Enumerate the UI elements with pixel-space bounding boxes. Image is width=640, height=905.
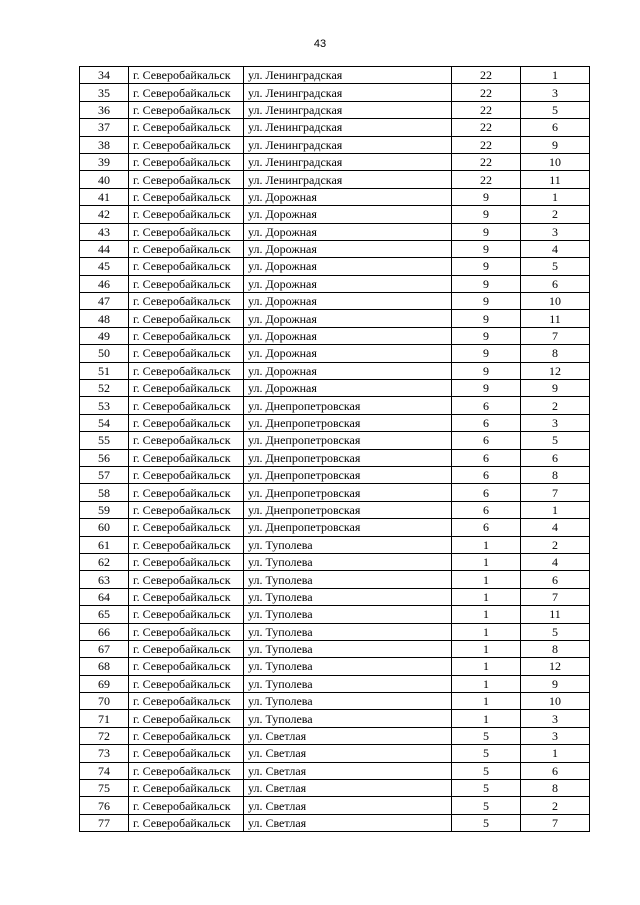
apartment-number-cell: 6 (521, 762, 590, 779)
apartment-number-cell: 3 (521, 223, 590, 240)
street-cell: ул. Туполева (244, 693, 452, 710)
house-number-cell: 5 (452, 745, 521, 762)
apartment-number-cell: 7 (521, 484, 590, 501)
table-row (80, 171, 590, 188)
city-cell: г. Северобайкальск (129, 606, 244, 623)
table-row (80, 362, 590, 379)
row-number-cell: 70 (80, 693, 129, 710)
street-cell: ул. Ленинградская (244, 119, 452, 136)
apartment-number-cell: 6 (521, 119, 590, 136)
apartment-number-cell: 2 (521, 536, 590, 553)
street-cell: ул. Туполева (244, 710, 452, 727)
street-cell: ул. Днепропетровская (244, 501, 452, 518)
street-cell: ул. Дорожная (244, 206, 452, 223)
row-number-cell: 53 (80, 397, 129, 414)
street-cell: ул. Днепропетровская (244, 484, 452, 501)
row-number-cell: 75 (80, 780, 129, 797)
apartment-number-cell: 9 (521, 380, 590, 397)
apartment-number-cell: 12 (521, 658, 590, 675)
street-cell: ул. Дорожная (244, 293, 452, 310)
house-number-cell: 22 (452, 101, 521, 118)
row-number-cell: 44 (80, 240, 129, 257)
address-table (79, 66, 590, 832)
row-number-cell: 77 (80, 814, 129, 831)
city-cell: г. Северобайкальск (129, 710, 244, 727)
row-number-cell: 47 (80, 293, 129, 310)
city-cell: г. Северобайкальск (129, 571, 244, 588)
apartment-number-cell: 3 (521, 84, 590, 101)
apartment-number-cell: 7 (521, 814, 590, 831)
street-cell: ул. Днепропетровская (244, 519, 452, 536)
house-number-cell: 5 (452, 814, 521, 831)
row-number-cell: 61 (80, 536, 129, 553)
city-cell: г. Северобайкальск (129, 519, 244, 536)
row-number-cell: 66 (80, 623, 129, 640)
apartment-number-cell: 5 (521, 258, 590, 275)
table-row (80, 727, 590, 744)
house-number-cell: 6 (452, 449, 521, 466)
city-cell: г. Северобайкальск (129, 101, 244, 118)
street-cell: ул. Ленинградская (244, 136, 452, 153)
apartment-number-cell: 1 (521, 745, 590, 762)
row-number-cell: 38 (80, 136, 129, 153)
row-number-cell: 46 (80, 275, 129, 292)
street-cell: ул. Ленинградская (244, 84, 452, 101)
table-row (80, 136, 590, 153)
house-number-cell: 22 (452, 119, 521, 136)
apartment-number-cell: 3 (521, 727, 590, 744)
street-cell: ул. Туполева (244, 553, 452, 570)
street-cell: ул. Днепропетровская (244, 414, 452, 431)
house-number-cell: 22 (452, 171, 521, 188)
house-number-cell: 9 (452, 327, 521, 344)
row-number-cell: 55 (80, 432, 129, 449)
apartment-number-cell: 8 (521, 345, 590, 362)
city-cell: г. Северобайкальск (129, 188, 244, 205)
apartment-number-cell: 4 (521, 553, 590, 570)
row-number-cell: 71 (80, 710, 129, 727)
apartment-number-cell: 9 (521, 136, 590, 153)
table-row (80, 814, 590, 831)
table-row (80, 153, 590, 170)
table-row (80, 310, 590, 327)
address-table-body (80, 67, 590, 832)
street-cell: ул. Туполева (244, 536, 452, 553)
street-cell: ул. Днепропетровская (244, 449, 452, 466)
city-cell: г. Северобайкальск (129, 745, 244, 762)
house-number-cell: 6 (452, 414, 521, 431)
house-number-cell: 22 (452, 67, 521, 84)
city-cell: г. Северобайкальск (129, 536, 244, 553)
house-number-cell: 5 (452, 780, 521, 797)
row-number-cell: 59 (80, 501, 129, 518)
city-cell: г. Северобайкальск (129, 171, 244, 188)
table-row (80, 275, 590, 292)
table-row (80, 327, 590, 344)
house-number-cell: 6 (452, 432, 521, 449)
house-number-cell: 1 (452, 693, 521, 710)
table-row (80, 223, 590, 240)
city-cell: г. Северобайкальск (129, 814, 244, 831)
apartment-number-cell: 2 (521, 797, 590, 814)
street-cell: ул. Дорожная (244, 380, 452, 397)
house-number-cell: 6 (452, 397, 521, 414)
street-cell: ул. Дорожная (244, 188, 452, 205)
house-number-cell: 1 (452, 640, 521, 657)
table-row (80, 466, 590, 483)
city-cell: г. Северобайкальск (129, 397, 244, 414)
row-number-cell: 63 (80, 571, 129, 588)
table-row (80, 484, 590, 501)
house-number-cell: 1 (452, 588, 521, 605)
row-number-cell: 57 (80, 466, 129, 483)
street-cell: ул. Светлая (244, 780, 452, 797)
apartment-number-cell: 7 (521, 327, 590, 344)
apartment-number-cell: 12 (521, 362, 590, 379)
row-number-cell: 43 (80, 223, 129, 240)
street-cell: ул. Дорожная (244, 240, 452, 257)
apartment-number-cell: 4 (521, 519, 590, 536)
street-cell: ул. Туполева (244, 640, 452, 657)
table-row (80, 449, 590, 466)
table-row (80, 501, 590, 518)
city-cell: г. Северобайкальск (129, 310, 244, 327)
street-cell: ул. Светлая (244, 762, 452, 779)
street-cell: ул. Туполева (244, 606, 452, 623)
city-cell: г. Северобайкальск (129, 327, 244, 344)
row-number-cell: 40 (80, 171, 129, 188)
house-number-cell: 9 (452, 380, 521, 397)
table-row (80, 206, 590, 223)
street-cell: ул. Ленинградская (244, 101, 452, 118)
row-number-cell: 34 (80, 67, 129, 84)
table-row (80, 762, 590, 779)
house-number-cell: 22 (452, 136, 521, 153)
street-cell: ул. Днепропетровская (244, 397, 452, 414)
apartment-number-cell: 11 (521, 171, 590, 188)
house-number-cell: 22 (452, 84, 521, 101)
row-number-cell: 74 (80, 762, 129, 779)
row-number-cell: 56 (80, 449, 129, 466)
apartment-number-cell: 2 (521, 397, 590, 414)
city-cell: г. Северобайкальск (129, 153, 244, 170)
street-cell: ул. Дорожная (244, 327, 452, 344)
apartment-number-cell: 9 (521, 675, 590, 692)
city-cell: г. Северобайкальск (129, 119, 244, 136)
table-row (80, 571, 590, 588)
city-cell: г. Северобайкальск (129, 501, 244, 518)
apartment-number-cell: 6 (521, 449, 590, 466)
apartment-number-cell: 11 (521, 606, 590, 623)
house-number-cell: 1 (452, 571, 521, 588)
city-cell: г. Северобайкальск (129, 588, 244, 605)
house-number-cell: 6 (452, 466, 521, 483)
house-number-cell: 9 (452, 240, 521, 257)
house-number-cell: 1 (452, 675, 521, 692)
city-cell: г. Северобайкальск (129, 553, 244, 570)
street-cell: ул. Днепропетровская (244, 466, 452, 483)
house-number-cell: 9 (452, 293, 521, 310)
house-number-cell: 1 (452, 623, 521, 640)
row-number-cell: 67 (80, 640, 129, 657)
street-cell: ул. Светлая (244, 814, 452, 831)
apartment-number-cell: 1 (521, 501, 590, 518)
house-number-cell: 9 (452, 345, 521, 362)
street-cell: ул. Туполева (244, 658, 452, 675)
street-cell: ул. Туполева (244, 588, 452, 605)
city-cell: г. Северобайкальск (129, 675, 244, 692)
row-number-cell: 49 (80, 327, 129, 344)
house-number-cell: 9 (452, 206, 521, 223)
apartment-number-cell: 8 (521, 640, 590, 657)
row-number-cell: 69 (80, 675, 129, 692)
row-number-cell: 54 (80, 414, 129, 431)
house-number-cell: 22 (452, 153, 521, 170)
row-number-cell: 39 (80, 153, 129, 170)
table-row (80, 519, 590, 536)
city-cell: г. Северобайкальск (129, 466, 244, 483)
table-row (80, 588, 590, 605)
house-number-cell: 5 (452, 797, 521, 814)
city-cell: г. Северобайкальск (129, 658, 244, 675)
row-number-cell: 45 (80, 258, 129, 275)
table-row (80, 536, 590, 553)
city-cell: г. Северобайкальск (129, 275, 244, 292)
apartment-number-cell: 8 (521, 466, 590, 483)
house-number-cell: 1 (452, 710, 521, 727)
table-row (80, 101, 590, 118)
street-cell: ул. Светлая (244, 727, 452, 744)
apartment-number-cell: 10 (521, 293, 590, 310)
row-number-cell: 50 (80, 345, 129, 362)
house-number-cell: 9 (452, 223, 521, 240)
table-row (80, 345, 590, 362)
city-cell: г. Северобайкальск (129, 380, 244, 397)
city-cell: г. Северобайкальск (129, 206, 244, 223)
street-cell: ул. Туполева (244, 571, 452, 588)
house-number-cell: 9 (452, 188, 521, 205)
apartment-number-cell: 5 (521, 432, 590, 449)
table-row (80, 780, 590, 797)
apartment-number-cell: 5 (521, 101, 590, 118)
street-cell: ул. Светлая (244, 797, 452, 814)
city-cell: г. Северобайкальск (129, 432, 244, 449)
apartment-number-cell: 3 (521, 414, 590, 431)
city-cell: г. Северобайкальск (129, 345, 244, 362)
city-cell: г. Северобайкальск (129, 258, 244, 275)
table-row (80, 623, 590, 640)
street-cell: ул. Светлая (244, 745, 452, 762)
apartment-number-cell: 4 (521, 240, 590, 257)
table-row (80, 293, 590, 310)
page-number: 43 (313, 38, 327, 50)
apartment-number-cell: 7 (521, 588, 590, 605)
street-cell: ул. Дорожная (244, 258, 452, 275)
apartment-number-cell: 3 (521, 710, 590, 727)
row-number-cell: 52 (80, 380, 129, 397)
row-number-cell: 64 (80, 588, 129, 605)
table-row (80, 188, 590, 205)
street-cell: ул. Ленинградская (244, 153, 452, 170)
street-cell: ул. Туполева (244, 623, 452, 640)
city-cell: г. Северобайкальск (129, 780, 244, 797)
row-number-cell: 62 (80, 553, 129, 570)
street-cell: ул. Туполева (244, 675, 452, 692)
table-row (80, 658, 590, 675)
house-number-cell: 1 (452, 536, 521, 553)
table-row (80, 240, 590, 257)
row-number-cell: 42 (80, 206, 129, 223)
house-number-cell: 9 (452, 258, 521, 275)
table-row (80, 693, 590, 710)
house-number-cell: 5 (452, 762, 521, 779)
row-number-cell: 36 (80, 101, 129, 118)
house-number-cell: 9 (452, 362, 521, 379)
city-cell: г. Северобайкальск (129, 67, 244, 84)
row-number-cell: 51 (80, 362, 129, 379)
city-cell: г. Северобайкальск (129, 223, 244, 240)
row-number-cell: 48 (80, 310, 129, 327)
house-number-cell: 1 (452, 553, 521, 570)
street-cell: ул. Ленинградская (244, 171, 452, 188)
apartment-number-cell: 2 (521, 206, 590, 223)
apartment-number-cell: 8 (521, 780, 590, 797)
city-cell: г. Северобайкальск (129, 727, 244, 744)
table-row (80, 119, 590, 136)
apartment-number-cell: 10 (521, 693, 590, 710)
street-cell: ул. Дорожная (244, 362, 452, 379)
table-row (80, 745, 590, 762)
row-number-cell: 41 (80, 188, 129, 205)
street-cell: ул. Дорожная (244, 345, 452, 362)
apartment-number-cell: 11 (521, 310, 590, 327)
row-number-cell: 72 (80, 727, 129, 744)
row-number-cell: 68 (80, 658, 129, 675)
table-row (80, 380, 590, 397)
house-number-cell: 1 (452, 606, 521, 623)
street-cell: ул. Днепропетровская (244, 432, 452, 449)
table-row (80, 553, 590, 570)
street-cell: ул. Дорожная (244, 275, 452, 292)
city-cell: г. Северобайкальск (129, 414, 244, 431)
city-cell: г. Северобайкальск (129, 693, 244, 710)
house-number-cell: 9 (452, 310, 521, 327)
city-cell: г. Северобайкальск (129, 240, 244, 257)
city-cell: г. Северобайкальск (129, 449, 244, 466)
city-cell: г. Северобайкальск (129, 623, 244, 640)
row-number-cell: 37 (80, 119, 129, 136)
apartment-number-cell: 10 (521, 153, 590, 170)
table-row (80, 67, 590, 84)
row-number-cell: 76 (80, 797, 129, 814)
table-row (80, 797, 590, 814)
apartment-number-cell: 6 (521, 571, 590, 588)
house-number-cell: 9 (452, 275, 521, 292)
table-row (80, 606, 590, 623)
row-number-cell: 35 (80, 84, 129, 101)
city-cell: г. Северобайкальск (129, 136, 244, 153)
street-cell: ул. Ленинградская (244, 67, 452, 84)
table-row (80, 675, 590, 692)
table-row (80, 640, 590, 657)
row-number-cell: 73 (80, 745, 129, 762)
house-number-cell: 6 (452, 501, 521, 518)
city-cell: г. Северобайкальск (129, 762, 244, 779)
apartment-number-cell: 1 (521, 188, 590, 205)
street-cell: ул. Дорожная (244, 310, 452, 327)
city-cell: г. Северобайкальск (129, 640, 244, 657)
table-row (80, 397, 590, 414)
house-number-cell: 6 (452, 484, 521, 501)
apartment-number-cell: 1 (521, 67, 590, 84)
row-number-cell: 58 (80, 484, 129, 501)
street-cell: ул. Дорожная (244, 223, 452, 240)
table-row (80, 710, 590, 727)
house-number-cell: 1 (452, 658, 521, 675)
city-cell: г. Северобайкальск (129, 293, 244, 310)
table-row (80, 84, 590, 101)
table-row (80, 258, 590, 275)
city-cell: г. Северобайкальск (129, 797, 244, 814)
city-cell: г. Северобайкальск (129, 362, 244, 379)
table-row (80, 414, 590, 431)
city-cell: г. Северобайкальск (129, 484, 244, 501)
apartment-number-cell: 5 (521, 623, 590, 640)
row-number-cell: 60 (80, 519, 129, 536)
house-number-cell: 6 (452, 519, 521, 536)
apartment-number-cell: 6 (521, 275, 590, 292)
city-cell: г. Северобайкальск (129, 84, 244, 101)
row-number-cell: 65 (80, 606, 129, 623)
table-row (80, 432, 590, 449)
house-number-cell: 5 (452, 727, 521, 744)
